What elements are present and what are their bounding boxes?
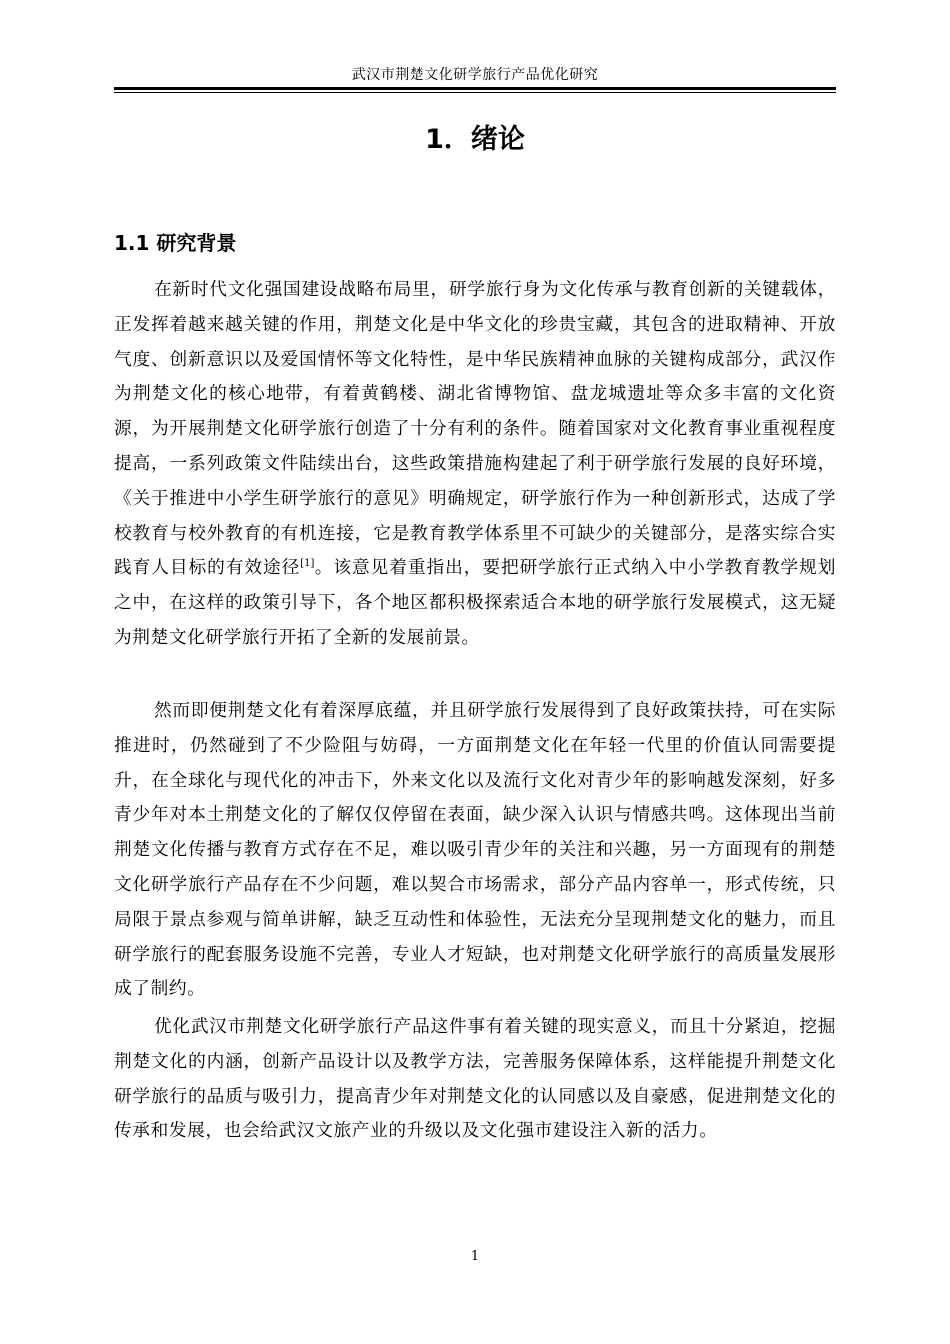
header-rule-thin bbox=[114, 92, 836, 93]
paragraph-2-text: 然而即便荆楚文化有着深厚底蕴，并且研学旅行发展得到了良好政策扶持，可在实际推进时，仍然碰到了不少险阻与妨碍，一方面荆楚文化在年轻一代里的价值认同需要提升，在全球化与现代化的冲击下，外来文化以及流行文化对青少年的影响越发深刻，好多青少年对本土荆楚文化的了解仅仅停留在表面，缺少深入认识与情感共鸣。这体现出当前荆楚文化传播与教育方式存在不足，难以吸引青少年的关注和兴趣，另一方面现有的荆楚文化研学旅行产品存在不少问题，难以契合市场需求，部分产品内容单一，形式传统，只局限于景点参观与简单讲解，缺乏互动性和体验性，无法充分呈现荆楚文化的魅力，而且研学旅行的配套服务设施不完善，专业人才短缺，也对荆楚文化研学旅行的高质量发展形成了制约。 bbox=[114, 701, 836, 1000]
paragraph-1 bbox=[114, 273, 836, 656]
running-header: 武汉市荆楚文化研学旅行产品优化研究 bbox=[351, 67, 599, 83]
paragraph-3 bbox=[114, 1010, 836, 1149]
paragraph-3-text: 优化武汉市荆楚文化研学旅行产品这件事有着关键的现实意义，而且十分紧迫，挖掘荆楚文化的内涵，创新产品设计以及教学方法，完善服务保障体系，这样能提升荆楚文化研学旅行的品质与吸引力，提高青少年对荆楚文化的认同感以及自豪感，促进荆楚文化的传承和发展，也会给武汉文旅产业的升级以及文化强市建设注入新的活力。 bbox=[114, 1017, 836, 1142]
paragraph-1-text-b: 。该意见着重指出，要把研学旅行正式纳入中小学教育教学规划之中，在这样的政策引导下，各个地区都积极探索适合本地的研学旅行发展模式，这无疑为荆楚文化研学旅行开拓了全新的发展前景。 bbox=[114, 558, 836, 648]
citation-ref-1: [1] bbox=[300, 558, 315, 570]
chapter-title: 1．绪论 bbox=[425, 124, 525, 155]
header-rule-thick bbox=[114, 87, 836, 90]
section-heading: 1.1 研究背景 bbox=[114, 231, 237, 255]
paragraph-1-text-a: 在新时代文化强国建设战略布局里，研学旅行身为文化传承与教育创新的关键载体，正发挥着越来越关键的作用，荆楚文化是中华文化的珍贵宝藏，其包含的进取精神、开放气度、创新意识以及爱国情怀等文化特性，是中华民族精神血脉的关键构成部分，武汉作为荆楚文化的核心地带，有着黄鹤楼、湖北省博物馆、盘龙城遗址等众多丰富的文化资源，为开展荆楚文化研学旅行创造了十分有利的条件。随着国家对文化教育事业重视程度提高，一系列政策文件陆续出台，这些政策措施构建起了利于研学旅行发展的良好环境，《关于推进中小学生研学旅行的意见》明确规定，研学旅行作为一种创新形式，达成了学校教育与校外教育的有机连接，它是教育教学体系里不可缺少的关键部分，是落实综合实践育人目标的有效途径 bbox=[114, 280, 836, 579]
paragraph-2 bbox=[114, 694, 836, 1007]
page-number: 1 bbox=[470, 1249, 480, 1264]
